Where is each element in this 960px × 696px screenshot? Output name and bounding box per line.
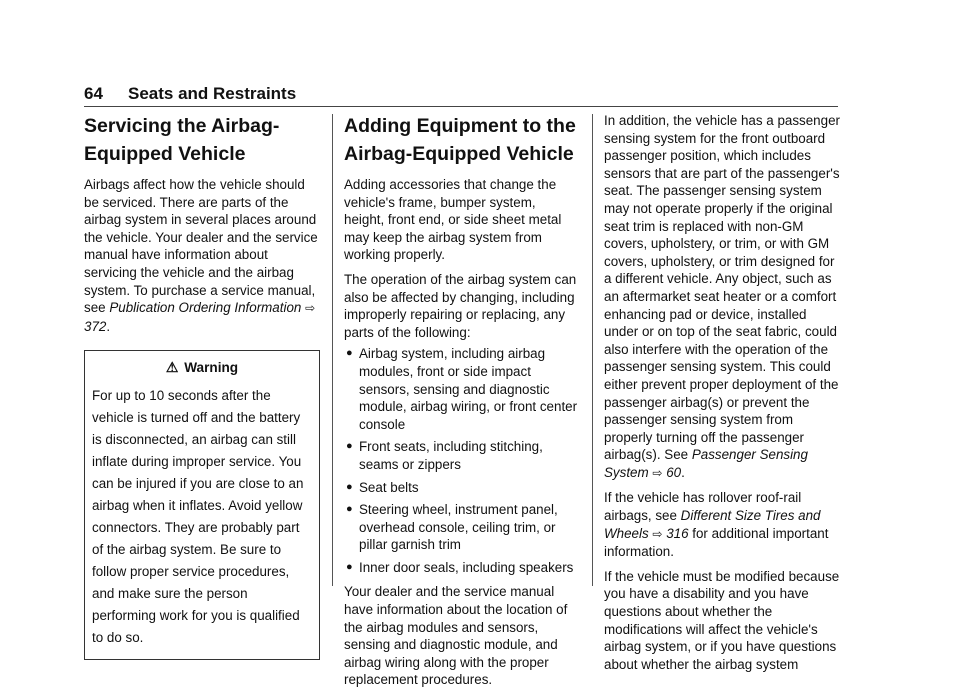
warning-icon: ⚠	[165, 359, 179, 376]
arrow-right-icon: ⇨	[652, 465, 663, 480]
bullet-icon: ●	[346, 480, 353, 493]
list-item: ● Inner door seals, including speakers	[346, 559, 574, 575]
tires-wheels-link[interactable]: Different Size Tires and Wheels	[604, 508, 821, 541]
page-ref-60[interactable]: 60	[666, 464, 682, 480]
column-servicing	[84, 112, 320, 660]
section-title: Seats and Restraints	[128, 84, 297, 103]
column-divider-1	[332, 114, 333, 586]
page-ref-372[interactable]: 372	[84, 318, 107, 334]
bullet-icon: ●	[346, 503, 353, 516]
servicing-intro: Airbags affect how the vehicle should be serviced. There are parts of the airbag system in several places around the vehicle. Your dealer and the service manual have information about servicing the vehicle and the airbag system. To purchase a service manual, see Publication Ordering Information ⇨ 372.	[84, 177, 318, 334]
arrow-right-icon: ⇨	[305, 301, 316, 316]
list-item: ● Front seats, including stitching, seams or zippers	[346, 439, 543, 472]
bullet-icon: ●	[346, 560, 353, 573]
modification-p3: If the vehicle must be modified because you have a disability and you have questions about whether the modifications will affect the vehicle's airbag system, or if you have questions about whether the airbag system	[604, 568, 840, 672]
warning-text: For up to 10 seconds after the vehicle is turned off and the battery is disconnected, an airbag can still inflate during improper service. You can be injured if you are close to an airbag when it inflates. Avoid yellow connectors. They are probably part of the airbag system. Be sure to follow proper service procedures, and make sure the person performing work for you is qualified to do so.	[92, 388, 304, 646]
adding-equipment-p3: Your dealer and the service manual have information about the location of the airbag modules and sensors, sensing and diagnostic module, and airbag wiring along with the proper replacement procedures.	[344, 584, 568, 688]
column-adding-equipment	[344, 112, 578, 696]
column-divider-2	[592, 114, 593, 586]
parts-list	[344, 345, 578, 576]
publication-ordering-link[interactable]: Publication Ordering Information	[109, 300, 302, 316]
warning-title	[92, 359, 312, 376]
passenger-sensing-p1: In addition, the vehicle has a passenger sensing system for the front outboard passenger position, which includes sensors that are part of the passenger's seat. The passenger sensing system may not operate properly if the original seat trim is replaced with non-GM covers, upholstery, or trim, or with GM covers, upholstery, or trim designed for a different vehicle. Any object, such as an aftermarket seat heater or a comfort enhancing pad or device, installed under or on top of the seat fabric, could also interfere with the operation of the passenger sensing system. This could either prevent proper deployment of the passenger airbag(s) or prevent the passenger sensing system from properly turning off the passenger airbag(s). See Passenger Sensing System ⇨ 60.	[604, 113, 840, 480]
warning-label: Warning	[184, 360, 239, 376]
servicing-heading: Servicing the Airbag-Equipped Vehicle	[84, 115, 280, 165]
list-item: ● Airbag system, including airbag modules, front or side impact sensors, sensing and diagnostic module, airbag wiring, or front center console	[346, 346, 578, 432]
rollover-airbags-p2: If the vehicle has rollover roof-rail airbags, see Different Size Tires and Wheels ⇨ 316 for additional important information.	[604, 490, 829, 560]
arrow-right-icon: ⇨	[652, 526, 663, 541]
column-passenger-sensing	[604, 112, 840, 680]
warning-box	[84, 350, 320, 660]
passenger-sensing-link[interactable]: Passenger Sensing System	[604, 447, 808, 480]
page-ref-316[interactable]: 316	[666, 525, 689, 541]
page-header	[84, 84, 838, 107]
list-item: ● Steering wheel, instrument panel, overhead console, ceiling trim, or pillar garnish trim	[346, 502, 558, 553]
list-item: ● Seat belts	[346, 479, 419, 495]
page-number: 64	[84, 84, 103, 103]
adding-equipment-p1: Adding accessories that change the vehicle's frame, bumper system, height, front end, or side sheet metal may keep the airbag system from working properly.	[344, 177, 562, 263]
adding-equipment-heading: Adding Equipment to the Airbag-Equipped Vehicle	[344, 115, 576, 165]
adding-equipment-p2: The operation of the airbag system can also be affected by changing, including improperly repairing or replacing, any parts of the following:	[344, 271, 577, 340]
bullet-icon: ●	[346, 347, 353, 360]
bullet-icon: ●	[346, 440, 353, 453]
